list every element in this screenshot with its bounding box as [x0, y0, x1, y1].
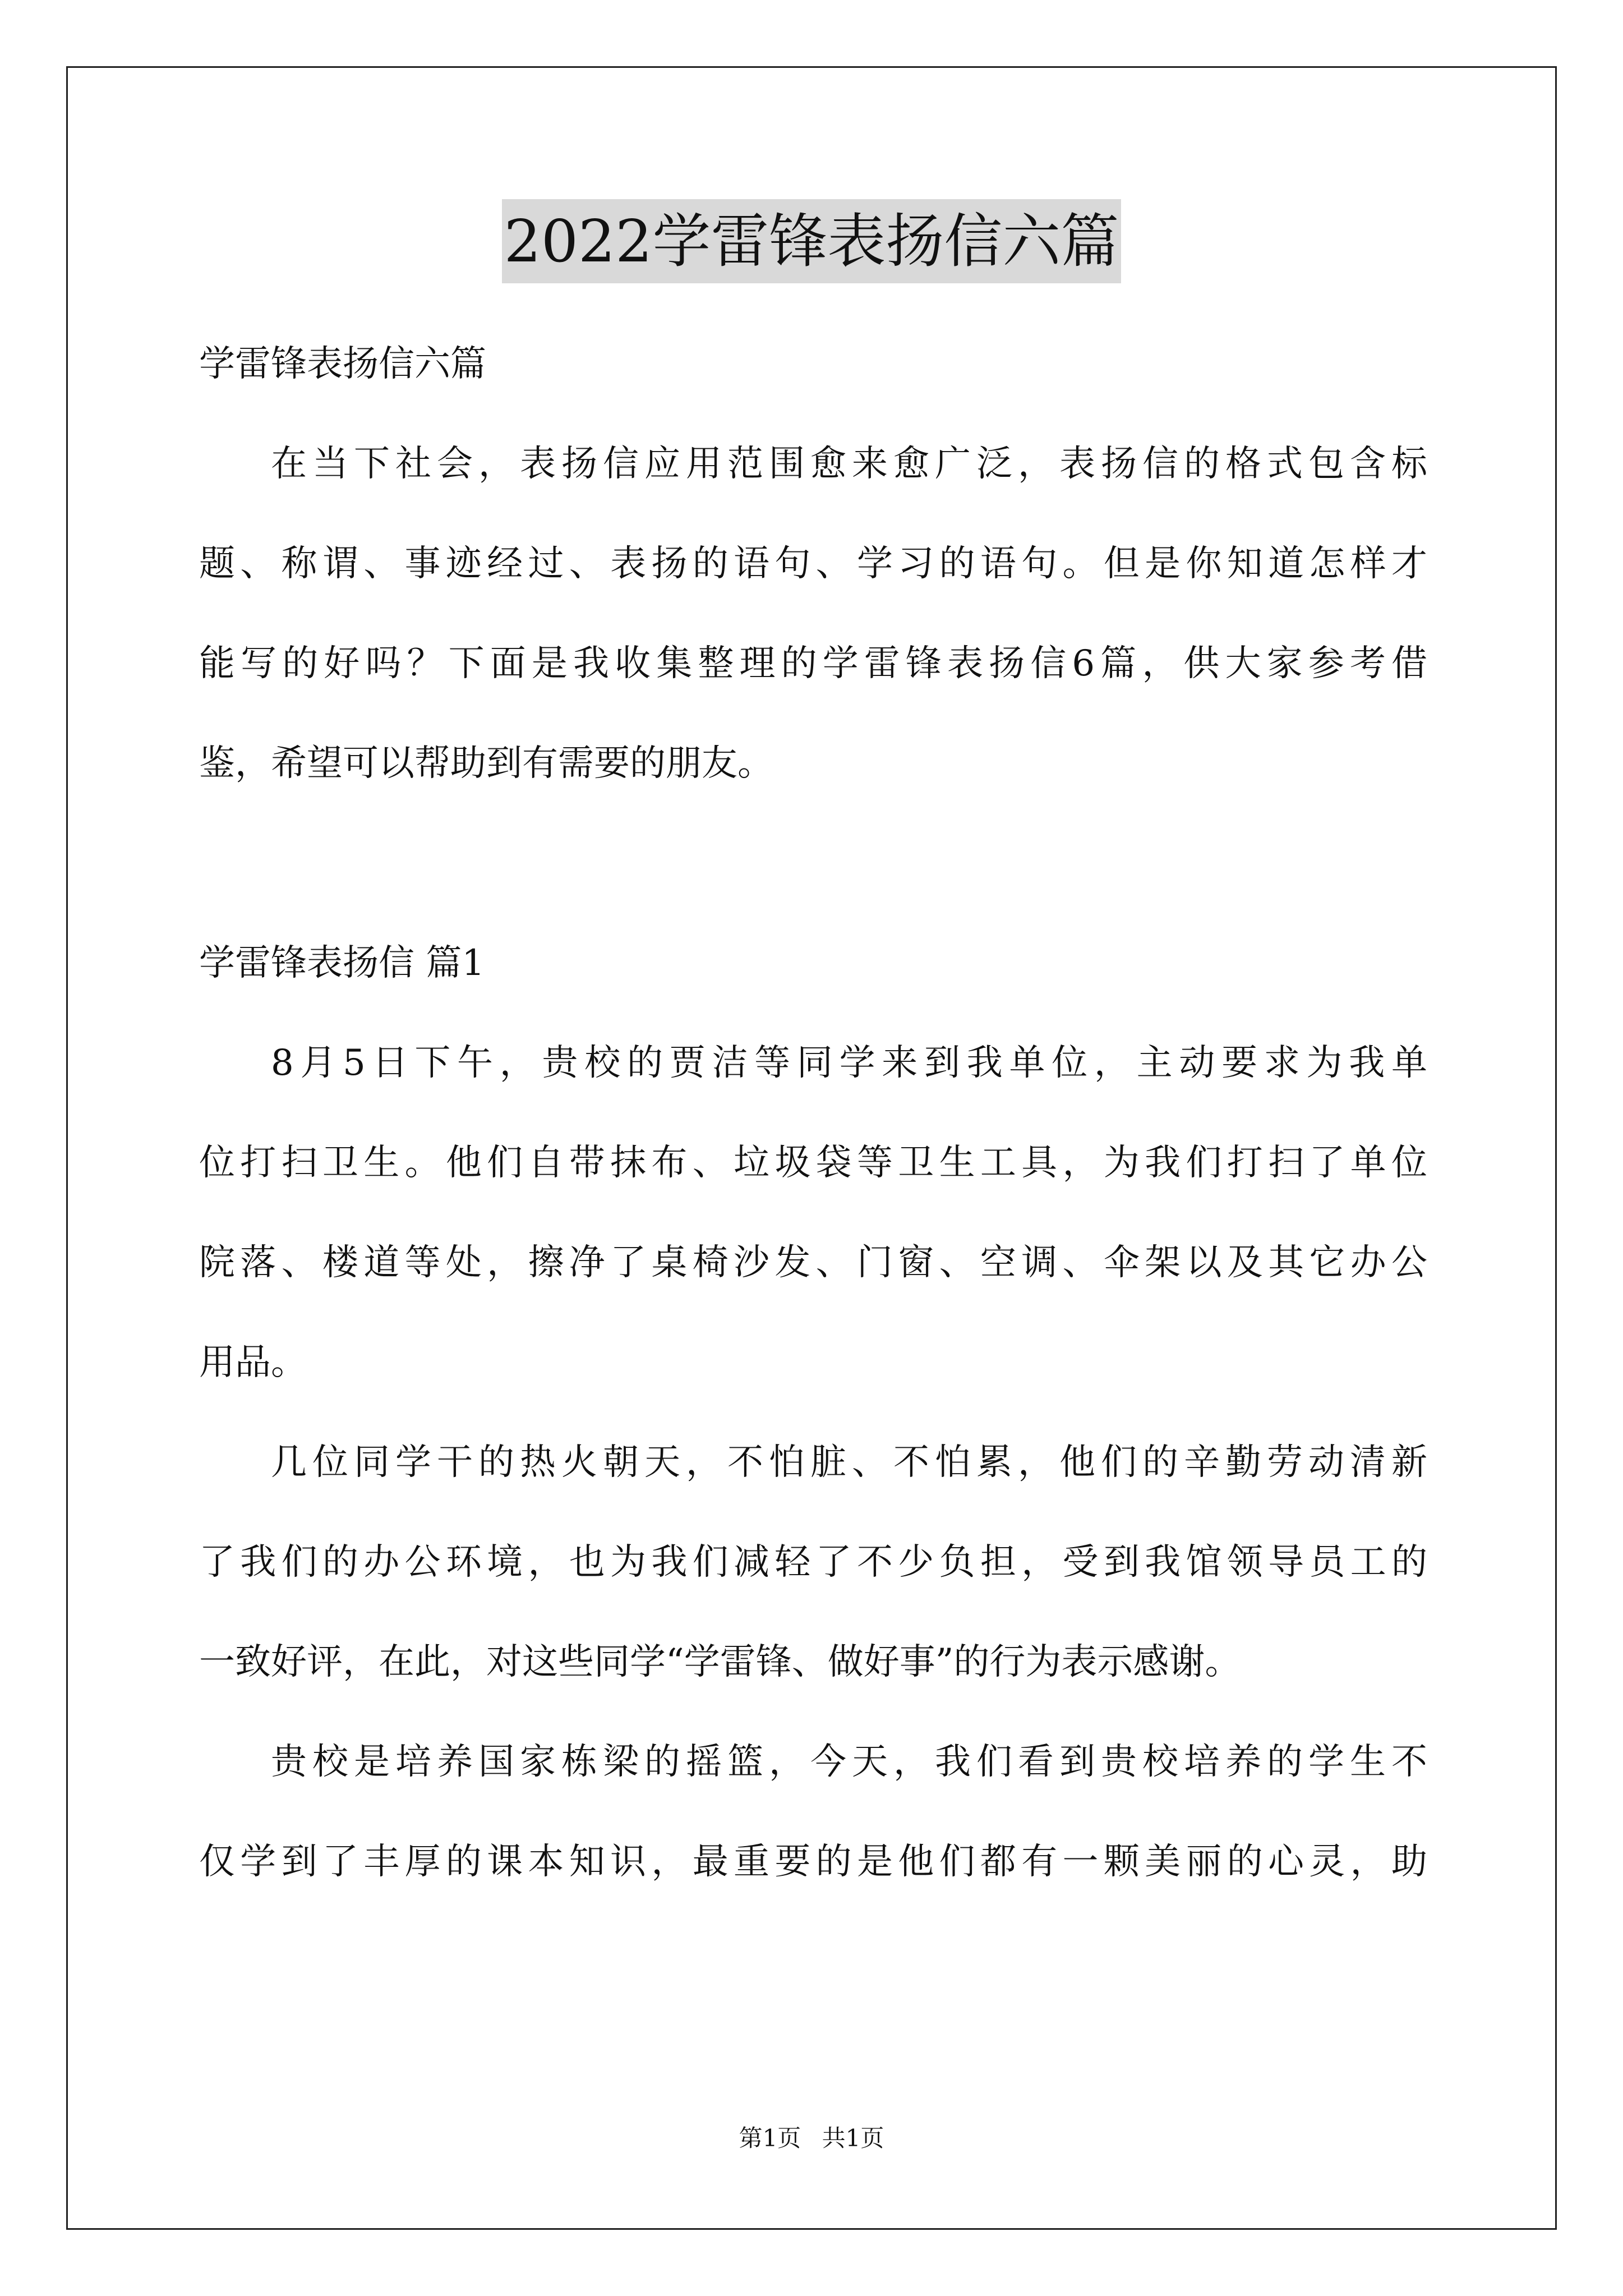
- intro-paragraph: [199, 414, 1427, 813]
- paragraph-line: 8月5日下午，贵校的贾洁等同学来到我单位，主动要求为我单: [271, 1042, 1427, 1084]
- section-paragraph: [199, 1412, 1427, 1712]
- document-title: 2022学雷锋表扬信六篇: [502, 199, 1122, 283]
- document-body: [199, 314, 1427, 1912]
- paragraph-line: 鉴，希望可以帮助到有需要的朋友。: [199, 743, 773, 784]
- document-subtitle: 学雷锋表扬信六篇: [199, 343, 486, 385]
- paragraph-line: 一致好评，在此，对这些同学“学雷锋、做好事”的行为表示感谢。: [199, 1641, 1241, 1683]
- paragraph-line: 仅学到了丰厚的课本知识，最重要的是他们都有一颗美丽的心灵，助: [199, 1841, 1427, 1883]
- page-total: 共1页: [822, 2124, 884, 2152]
- section-heading: 学雷锋表扬信 篇1: [199, 942, 485, 984]
- paragraph-line: 院落、楼道等处，擦净了桌椅沙发、门窗、空调、伞架以及其它办公: [199, 1242, 1427, 1283]
- page-footer: [0, 2122, 1623, 2155]
- title-container: [0, 199, 1623, 283]
- paragraph-line: 在当下社会，表扬信应用范围愈来愈广泛，表扬信的格式包含标: [271, 443, 1427, 485]
- paragraph-line: 贵校是培养国家栋梁的摇篮，今天，我们看到贵校培养的学生不: [271, 1741, 1427, 1783]
- paragraph-line: 位打扫卫生。他们自带抹布、垃圾袋等卫生工具，为我们打扫了单位: [199, 1142, 1427, 1184]
- section-paragraph: [199, 1712, 1427, 1912]
- section-paragraph: [199, 1013, 1427, 1412]
- page-number: 第1页: [739, 2124, 801, 2152]
- paragraph-line: 了我们的办公环境，也为我们减轻了不少负担，受到我馆领导员工的: [199, 1542, 1427, 1583]
- paragraph-line: 用品。: [199, 1342, 307, 1383]
- paragraph-line: 题、称谓、事迹经过、表扬的语句、学习的语句。但是你知道怎样才: [199, 543, 1427, 585]
- paragraph-line: 能写的好吗？下面是我收集整理的学雷锋表扬信6篇，供大家参考借: [199, 643, 1427, 684]
- spacer: [199, 813, 1427, 913]
- paragraph-line: 几位同学干的热火朝天，不怕脏、不怕累，他们的辛勤劳动清新: [271, 1442, 1427, 1483]
